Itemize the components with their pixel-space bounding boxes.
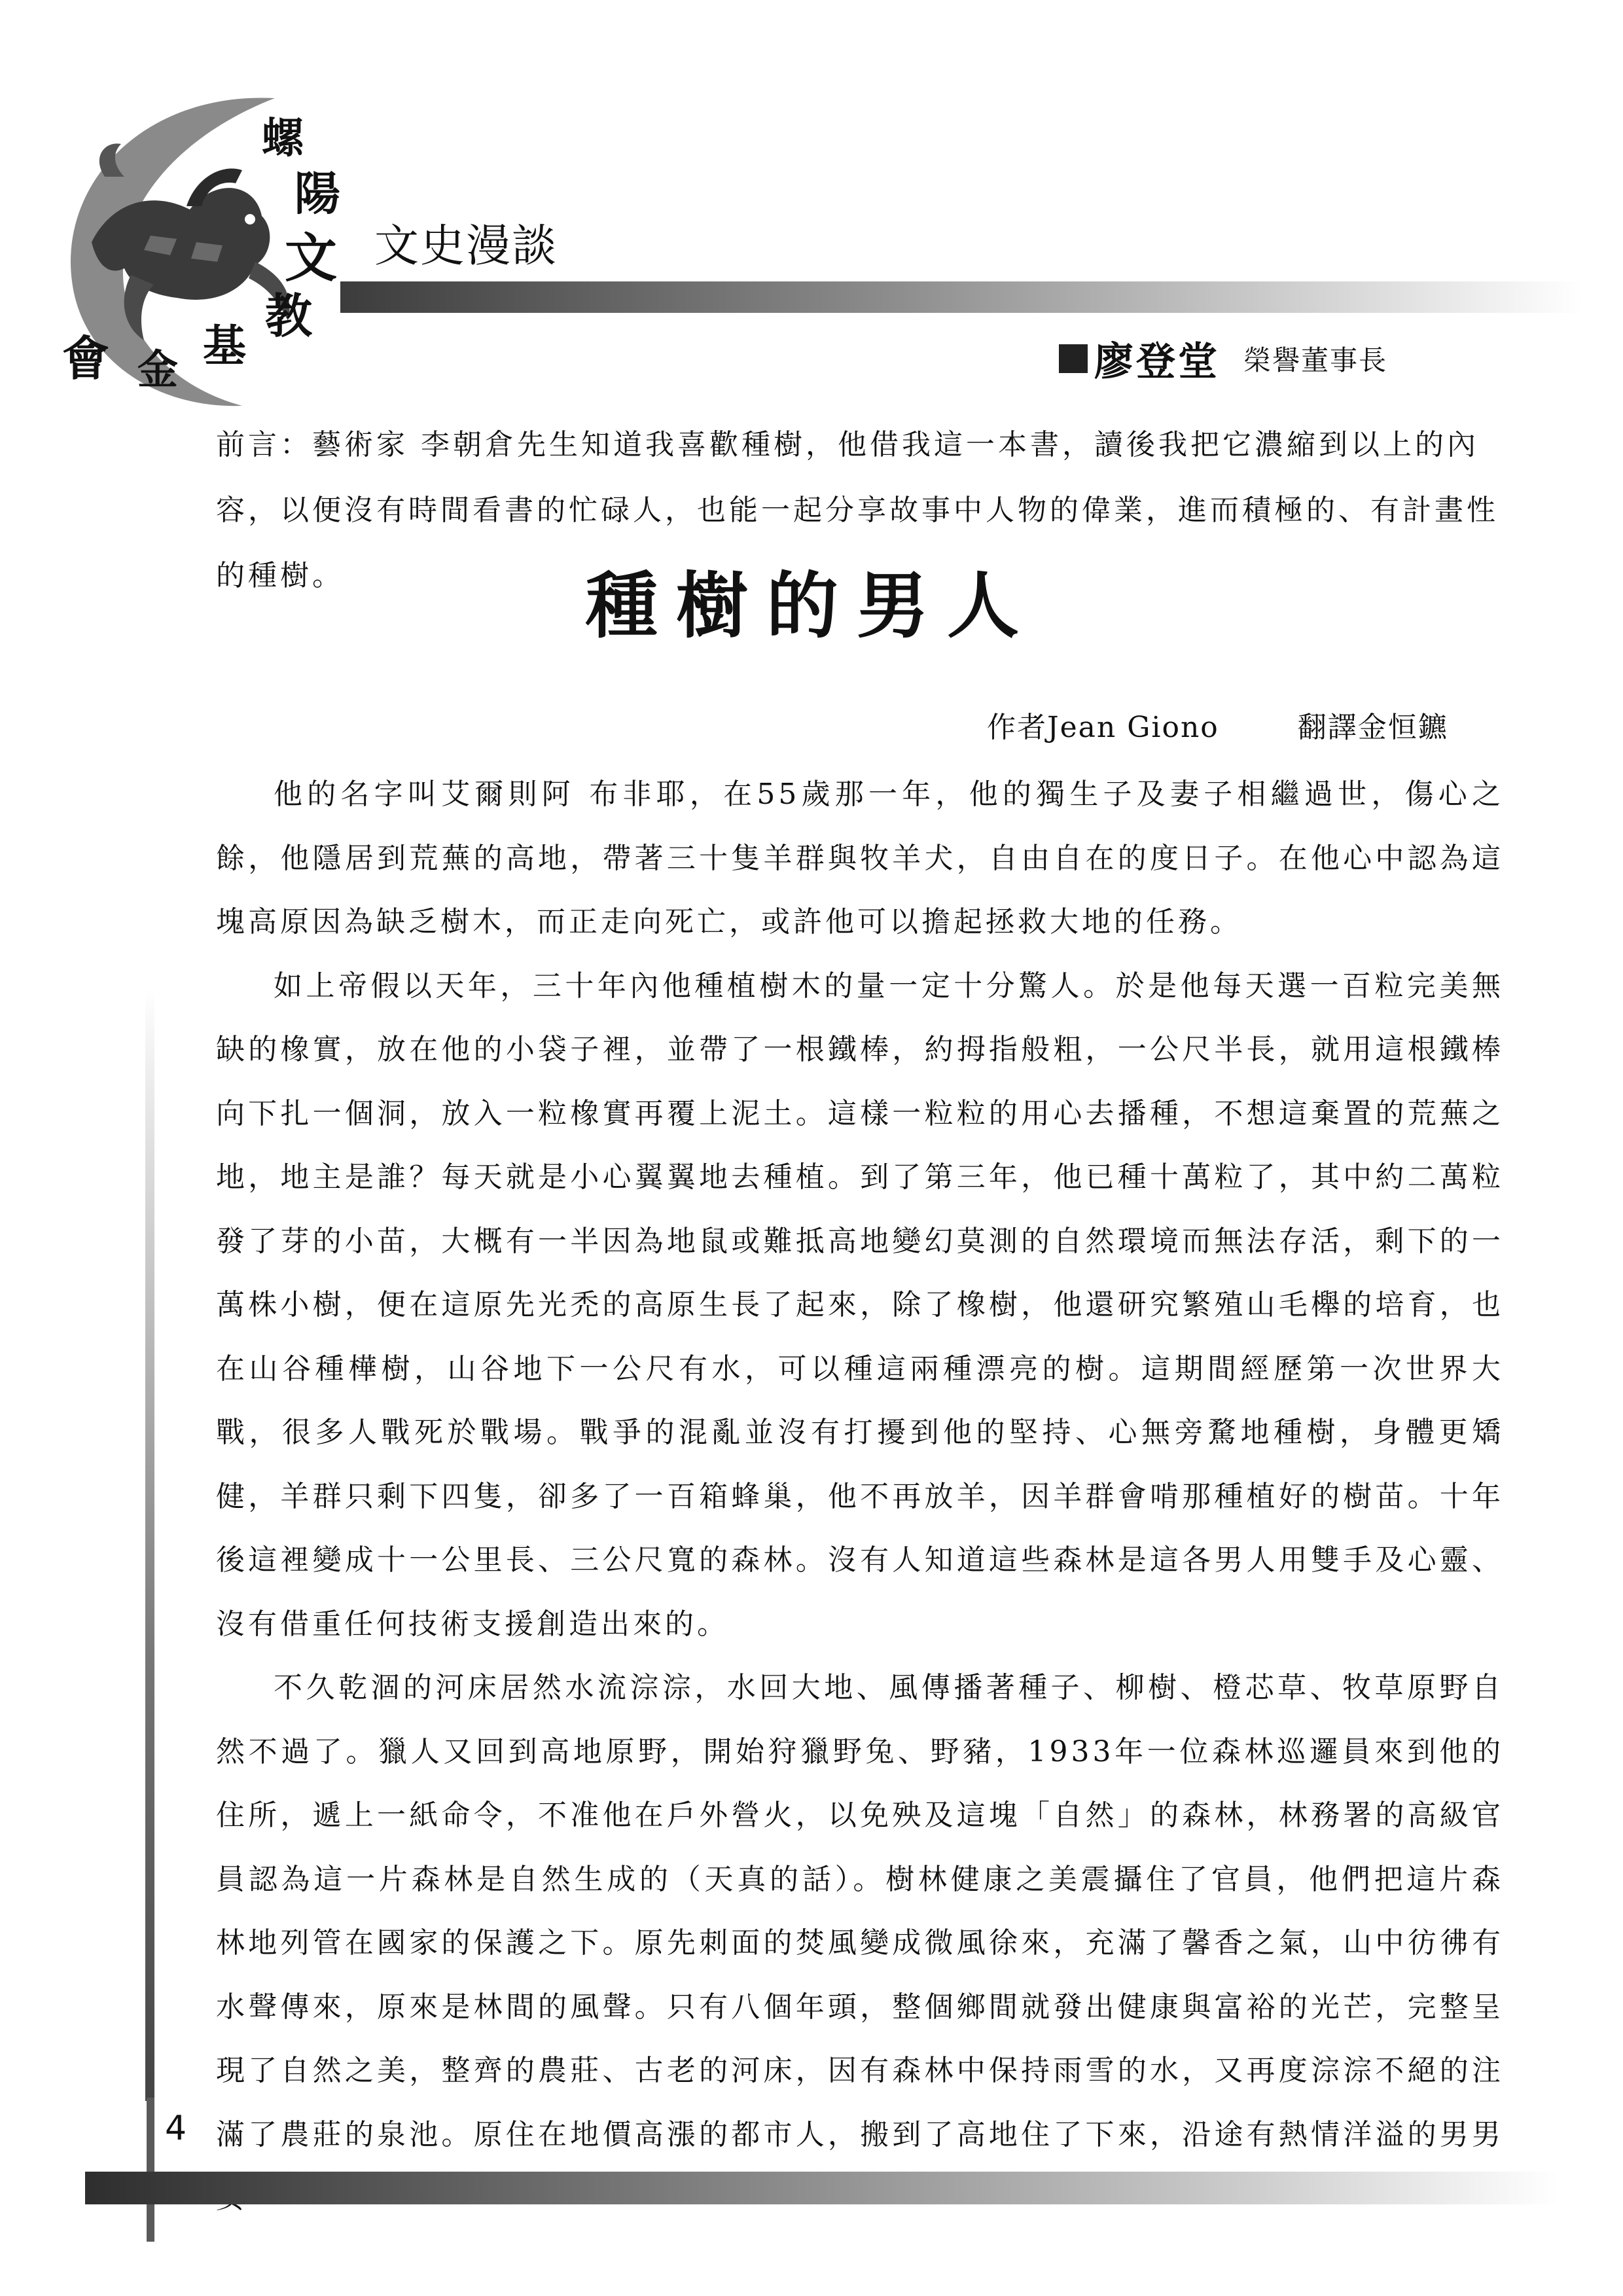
left-margin-bar bbox=[145, 988, 154, 2101]
foundation-logo bbox=[46, 79, 386, 419]
author-line bbox=[1059, 332, 1387, 385]
square-bullet-icon bbox=[1059, 344, 1088, 373]
logo-char: 金 bbox=[137, 346, 179, 393]
logo-char: 螺 bbox=[262, 114, 304, 163]
preface: 前言：藝術家 李朝倉先生知道我喜歡種樹，他借我這一本書，讀後我把它濃縮到以上的內容，以便沒有時間看書的忙碌人，也能一起分享故事中人物的偉業，進而積極的、有計畫性的種樹。 bbox=[216, 428, 1499, 592]
author-name: 廖登堂 bbox=[1094, 339, 1220, 385]
paragraph: 他的名字叫艾爾則阿 布非耶，在55歲那一年，他的獨生子及妻子相繼過世，傷心之餘，他隱居到荒蕪的高地，帶著三十隻羊群與牧羊犬，自由自在的度日子。在他心中認為這塊高原因為缺乏樹木，而正走向死亡，或許他可以擔起拯救大地的任務。 bbox=[216, 778, 1504, 939]
article-body bbox=[216, 762, 1504, 2231]
author-role: 榮譽董事長 bbox=[1243, 344, 1388, 376]
logo-char: 陽 bbox=[294, 166, 340, 221]
logo-char: 會 bbox=[62, 331, 110, 386]
section-title: 文史漫談 bbox=[374, 221, 558, 272]
original-author: 作者Jean Giono bbox=[987, 711, 1219, 744]
page-number: 4 bbox=[165, 2109, 187, 2148]
logo-char: 基 bbox=[203, 320, 246, 371]
paragraph: 如上帝假以天年，三十年內他種植樹木的量一定十分驚人。於是他每天選一百粒完美無缺的橡實，放在他的小袋子裡，並帶了一根鐵棒，約拇指般粗，一公尺半長，就用這根鐵棒向下扎一個洞，放入一粒橡實再覆上泥土。這樣一粒粒的用心去播種，不想這棄置的荒蕪之地，地主是誰？每天就是小心翼翼地去種植。到了第三年，他已種十萬粒了，其中約二萬粒發了芽的小苗，大概有一半因為地鼠或難抵高地變幻莫測的自然環境而無法存活，剩下的一萬株小樹，便在這原先光禿的高原生長了起來，除了橡樹，他還研究繁殖山毛櫸的培育，也在山谷種樺樹，山谷地下一公尺有水，可以種這兩種漂亮的樹。這期間經歷第一次世界大戰，很多人戰死於戰場。戰爭的混亂並沒有打擾到他的堅持、心無旁騖地種樹，身體更矯健，羊群只剩下四隻，卻多了一百箱蜂巢，他不再放羊，因羊群會啃那種植好的樹苗。十年後這裡變成十一公里長、三公尺寬的森林。沒有人知道這些森林是這各男人用雙手及心靈、沒有借重任何技術支援創造出來的。 bbox=[216, 969, 1504, 1641]
translator: 翻譯金恒鑣 bbox=[1297, 711, 1448, 744]
footer-divider-bar bbox=[85, 2172, 1558, 2204]
header-divider-bar bbox=[340, 281, 1584, 313]
article-title: 種樹的男人 bbox=[586, 564, 1037, 648]
logo-char: 文 bbox=[285, 227, 337, 289]
logo-char: 教 bbox=[265, 288, 313, 344]
paragraph: 不久乾涸的河床居然水流淙淙，水回大地、風傳播著種子、柳樹、橙芯草、牧草原野自然不過了。獵人又回到高地原野，開始狩獵野兔、野豬，1933年一位森林巡邏員來到他的住所，遞上一紙命令，不准他在戶外營火，以免殃及這塊「自然」的森林，林務署的高級官員認為這一片森林是自然生成的（天真的話）。樹林健康之美震攝住了官員，他們把這片森林地列管在國家的保護之下。原先刺面的焚風變成微風徐來，充滿了馨香之氣，山中彷彿有水聲傳來，原來是林間的風聲。只有八個年頭，整個鄉間就發出健康與富裕的光芒，完整呈現了自然之美，整齊的農莊、古老的河床，因有森林中保持雨雪的水，又再度淙淙不絕的注滿了農莊的泉池。原住在地價高漲的都市人，搬到了高地住了下來，沿途有熱情洋溢的男男 bbox=[216, 1671, 1504, 2151]
footer-corner-bar bbox=[147, 2098, 154, 2242]
credit-line bbox=[987, 704, 1448, 745]
